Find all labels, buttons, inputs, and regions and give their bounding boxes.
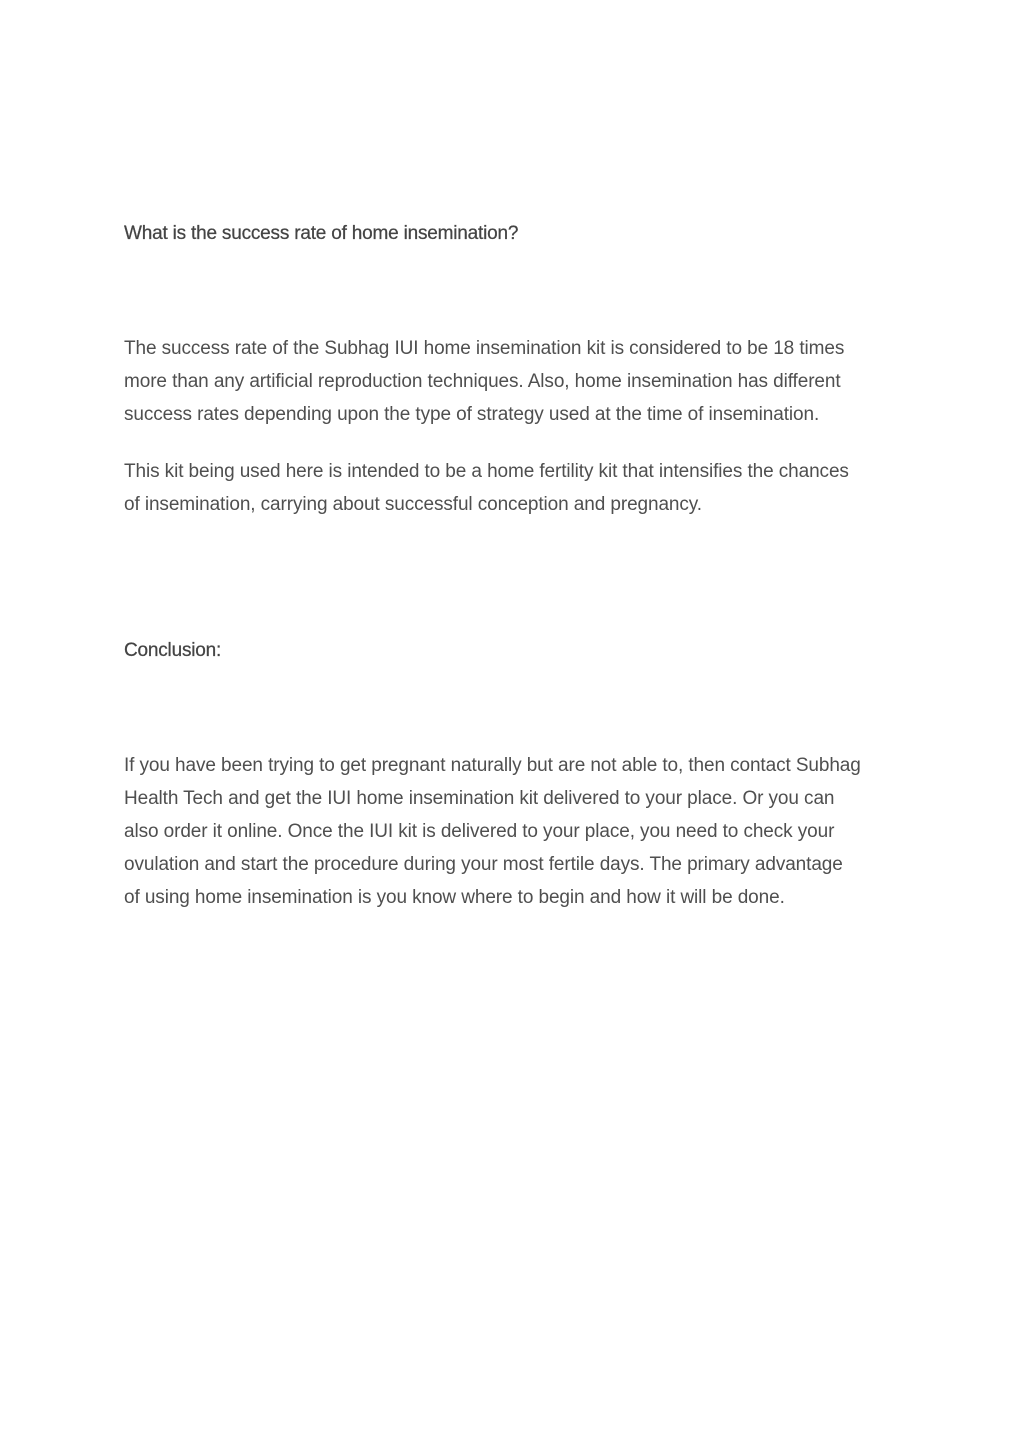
- paragraph-line: This kit being used here is intended to be a home fertility kit that intensifies the chances: [124, 461, 849, 482]
- paragraph-line: also order it online. Once the IUI kit is delivered to your place, you need to check your: [124, 821, 835, 842]
- paragraph-line: Health Tech and get the IUI home insemination kit delivered to your place. Or you can: [124, 788, 835, 809]
- paragraph-fertility-kit: [124, 455, 904, 521]
- paragraph-line: If you have been trying to get pregnant naturally but are not able to, then contact Subhag: [124, 755, 861, 776]
- paragraph-line: ovulation and start the procedure during your most fertile days. The primary advantage: [124, 854, 843, 875]
- paragraph-line: success rates depending upon the type of strategy used at the time of insemination.: [124, 404, 820, 425]
- section-heading-success-rate: What is the success rate of home insemination?: [124, 223, 519, 244]
- paragraph-success-rate: [124, 332, 904, 431]
- paragraph-conclusion: [124, 749, 904, 914]
- paragraph-line: of insemination, carrying about successful conception and pregnancy.: [124, 494, 702, 515]
- paragraph-line: more than any artificial reproduction techniques. Also, home insemination has different: [124, 371, 841, 392]
- paragraph-line: of using home insemination is you know where to begin and how it will be done.: [124, 887, 785, 908]
- section-heading-conclusion: Conclusion:: [124, 640, 222, 661]
- paragraph-line: The success rate of the Subhag IUI home insemination kit is considered to be 18 times: [124, 338, 845, 359]
